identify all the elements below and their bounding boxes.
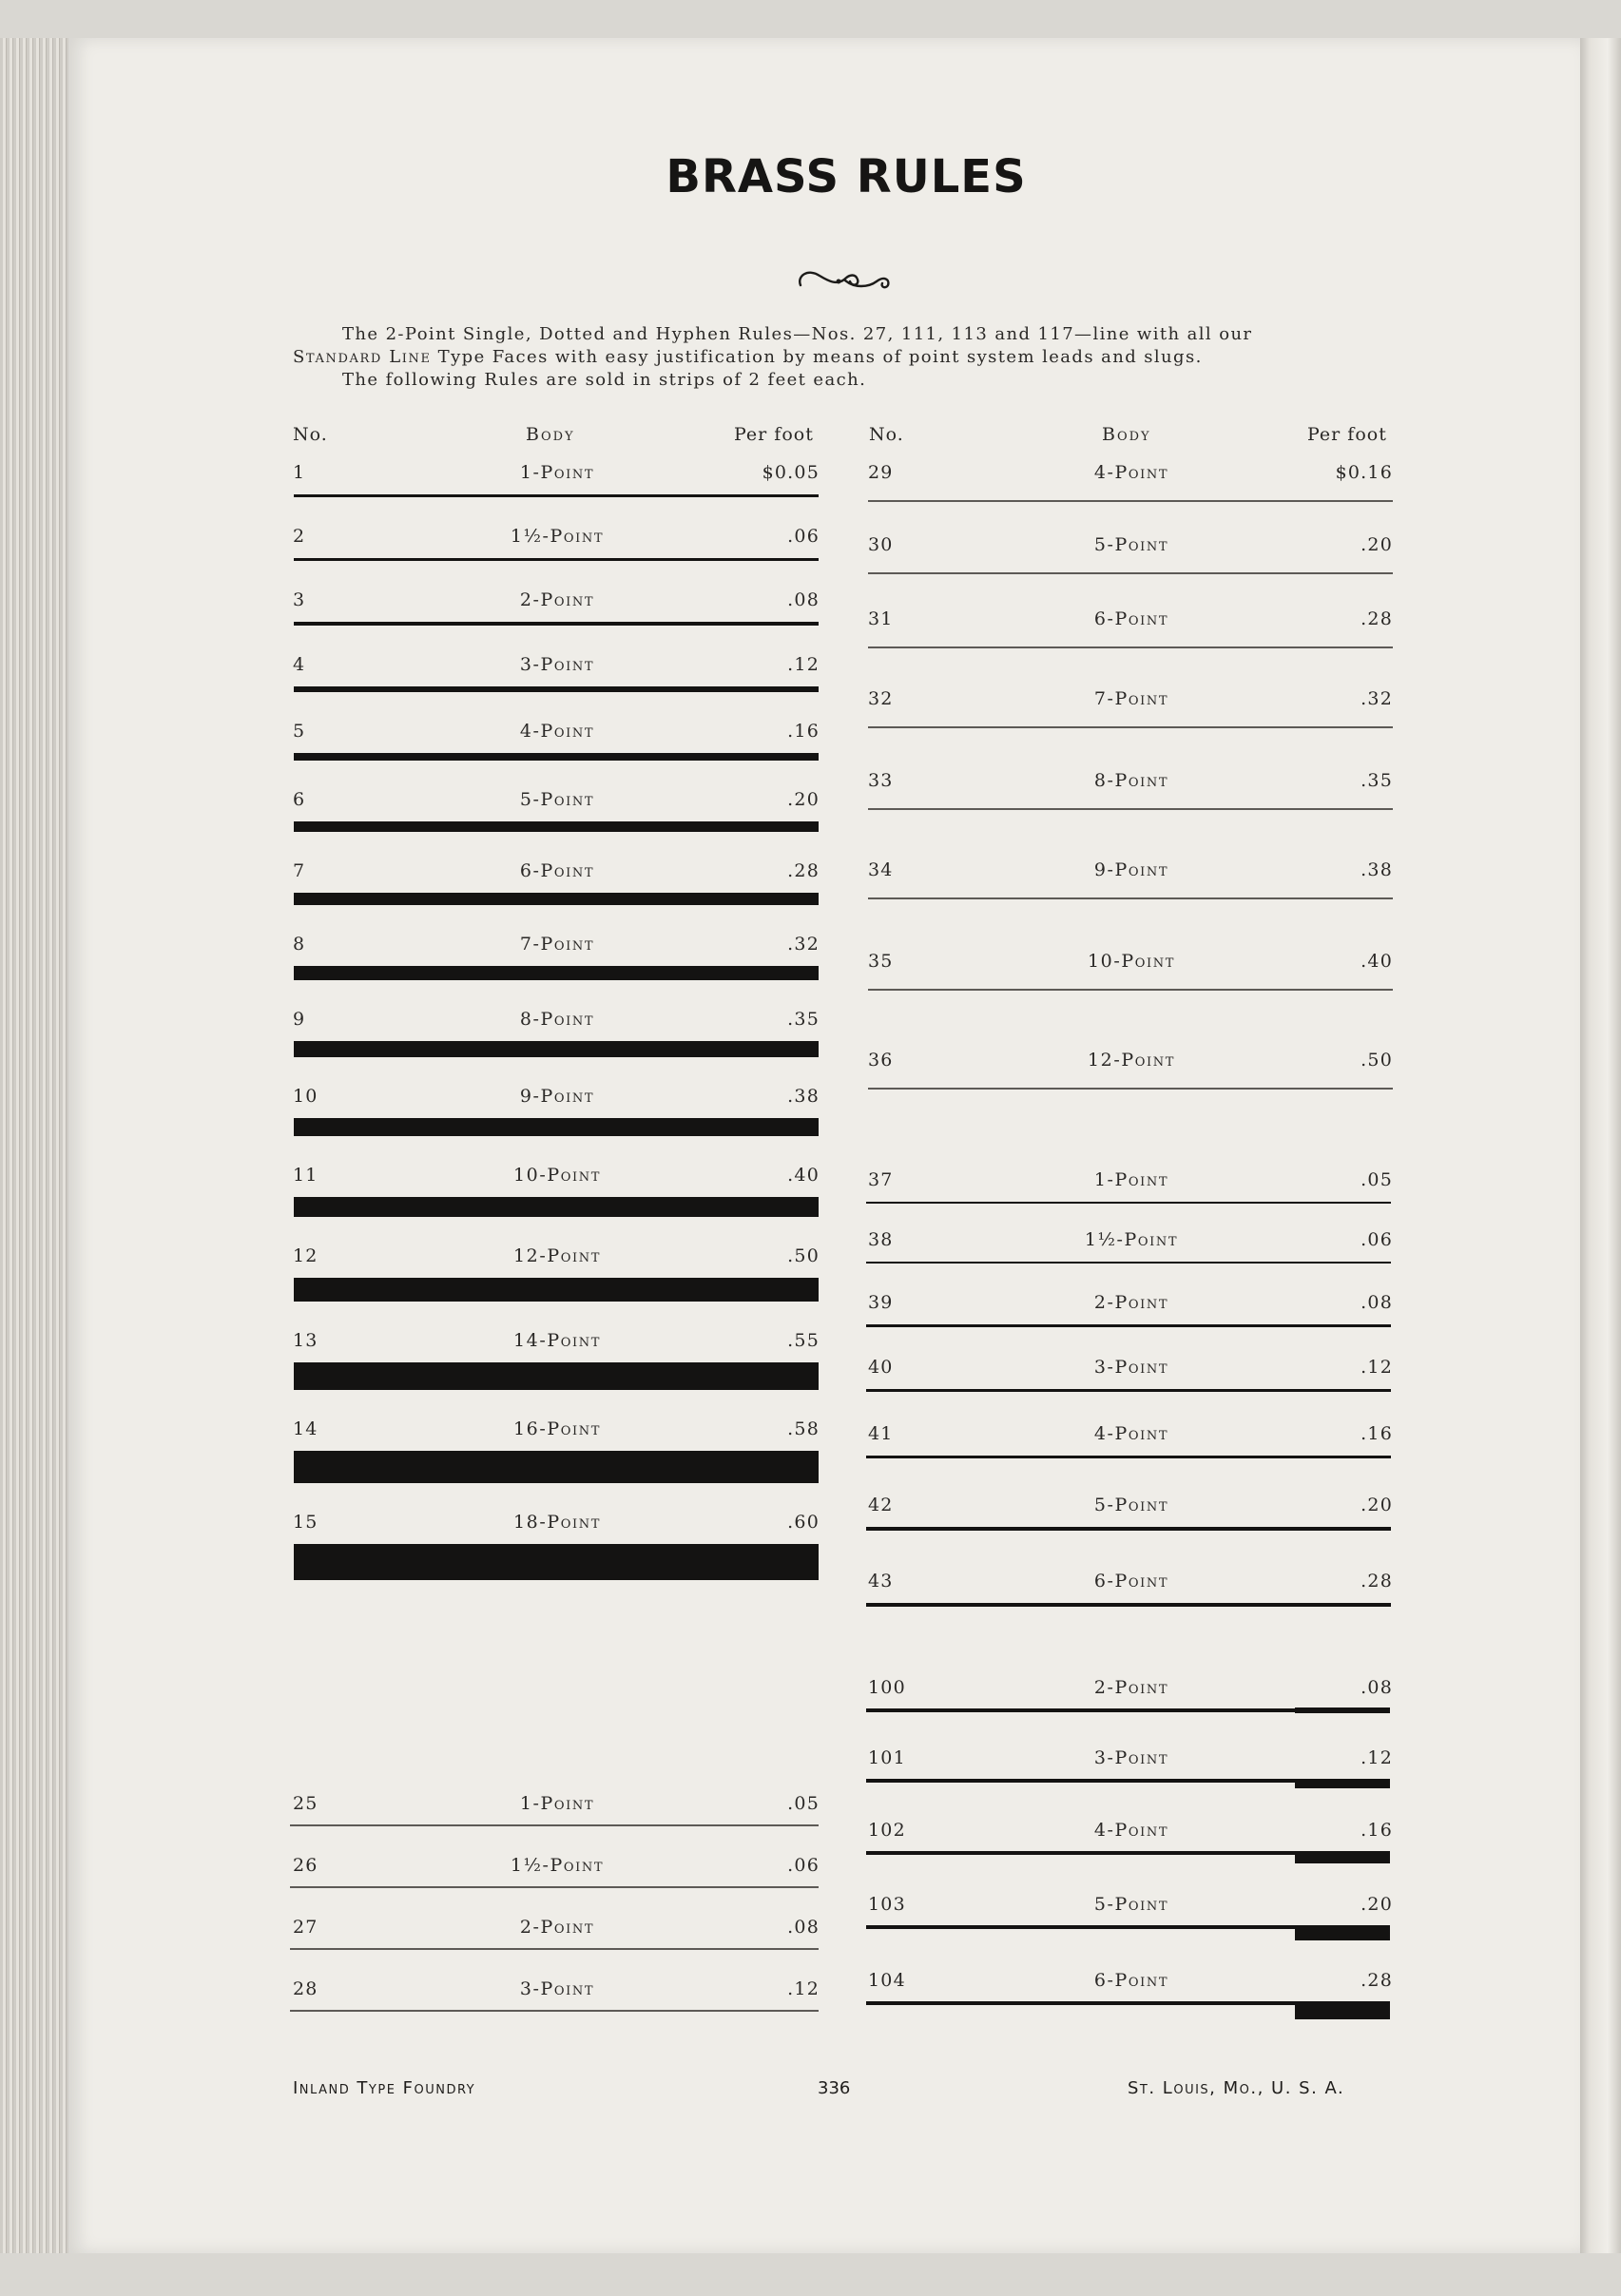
rule-body-size: 4-Point bbox=[519, 721, 595, 742]
rule-tab-block bbox=[1295, 2001, 1390, 2019]
rule-body-size: 5-Point bbox=[1093, 1495, 1169, 1515]
header-no: No. bbox=[869, 424, 904, 445]
rule-body-size: 1-Point bbox=[519, 1793, 595, 1814]
rule-sample-bar bbox=[866, 1851, 1296, 1855]
rule-body-size: 5-Point bbox=[1093, 1894, 1169, 1915]
rule-body-size: 1½-Point bbox=[510, 1855, 605, 1876]
standard-line-term: Standard Line bbox=[293, 347, 432, 367]
page-title: BRASS RULES bbox=[666, 150, 1027, 203]
rule-sample-bar bbox=[866, 1202, 1391, 1204]
header-no: No. bbox=[293, 424, 328, 445]
rule-number: 103 bbox=[868, 1894, 906, 1915]
rule-price: .35 bbox=[787, 1009, 820, 1030]
rule-price: .08 bbox=[787, 589, 820, 610]
rule-body-size: 7-Point bbox=[1093, 688, 1169, 709]
rule-number: 32 bbox=[868, 688, 894, 709]
rule-tab-block bbox=[1295, 1851, 1390, 1863]
footer-location-text: St. Louis, Mo., U. S. A. bbox=[1128, 2078, 1345, 2098]
rule-body-size: 1-Point bbox=[1093, 1169, 1169, 1190]
rule-price: .08 bbox=[787, 1917, 820, 1938]
rule-number: 13 bbox=[293, 1330, 318, 1351]
rule-body-size: 4-Point bbox=[1093, 1423, 1169, 1444]
rule-number: 35 bbox=[868, 951, 894, 972]
rule-sample-bar bbox=[866, 1324, 1391, 1327]
intro-line-1: The 2-Point Single, Dotted and Hyphen Rules—Nos. 27, 111, 113 and 117—line with all our bbox=[342, 324, 1253, 344]
separator-line bbox=[868, 572, 1393, 574]
rule-number: 36 bbox=[868, 1050, 894, 1071]
rule-number: 42 bbox=[868, 1495, 894, 1515]
rule-body-size: 12-Point bbox=[512, 1245, 602, 1266]
rule-sample-bar bbox=[866, 1527, 1391, 1531]
rule-price: .40 bbox=[1360, 951, 1393, 972]
rule-price: .35 bbox=[1360, 770, 1393, 791]
rule-number: 38 bbox=[868, 1229, 894, 1250]
rule-body-size: 16-Point bbox=[512, 1418, 602, 1439]
rule-price: .20 bbox=[787, 789, 820, 810]
rule-number: 15 bbox=[293, 1512, 318, 1533]
rule-number: 4 bbox=[293, 654, 306, 675]
rule-price: .28 bbox=[1360, 1571, 1393, 1592]
rule-price: .16 bbox=[1360, 1423, 1393, 1444]
rule-body-size: 8-Point bbox=[519, 1009, 595, 1030]
rule-body-size: 3-Point bbox=[519, 1978, 595, 1999]
rule-price: .20 bbox=[1360, 534, 1393, 555]
rule-number: 41 bbox=[868, 1423, 894, 1444]
rule-price: .50 bbox=[787, 1245, 820, 1266]
rule-sample-bar bbox=[294, 753, 819, 761]
rule-price: $0.16 bbox=[1335, 462, 1393, 483]
rule-number: 9 bbox=[293, 1009, 306, 1030]
rule-number: 3 bbox=[293, 589, 306, 610]
rule-body-size: 10-Point bbox=[512, 1165, 602, 1186]
separator-line bbox=[868, 1088, 1393, 1090]
rule-sample-bar bbox=[294, 1362, 819, 1390]
rule-sample-bar bbox=[294, 1197, 819, 1217]
footer-foundry-text: Inland Type Foundry bbox=[293, 2078, 476, 2098]
rule-sample-bar bbox=[294, 622, 819, 626]
separator-line bbox=[868, 646, 1393, 648]
header-per-foot: Per foot bbox=[734, 424, 814, 445]
rule-price: .28 bbox=[1360, 1970, 1393, 1991]
rule-number: 104 bbox=[868, 1970, 906, 1991]
rule-body-size: 9-Point bbox=[519, 1086, 595, 1107]
rule-sample-bar bbox=[294, 821, 819, 832]
rule-number: 29 bbox=[868, 462, 894, 483]
rule-number: 25 bbox=[293, 1793, 318, 1814]
rule-body-size: 8-Point bbox=[1093, 770, 1169, 791]
rule-sample-bar bbox=[866, 2001, 1296, 2005]
rule-number: 6 bbox=[293, 789, 306, 810]
rule-number: 14 bbox=[293, 1418, 318, 1439]
rule-body-size: 2-Point bbox=[519, 589, 595, 610]
rule-price: .06 bbox=[1360, 1229, 1393, 1250]
rule-price: .06 bbox=[787, 526, 820, 547]
rule-number: 12 bbox=[293, 1245, 318, 1266]
rule-sample-bar bbox=[866, 1708, 1296, 1712]
rule-number: 101 bbox=[868, 1747, 906, 1768]
footer-foundry bbox=[293, 2078, 475, 2098]
rule-body-size: 18-Point bbox=[512, 1512, 602, 1533]
rule-body-size: 6-Point bbox=[1093, 1571, 1169, 1592]
rule-tab-block bbox=[1295, 1925, 1390, 1940]
rule-number: 7 bbox=[293, 860, 306, 881]
rule-price: .50 bbox=[1360, 1050, 1393, 1071]
rule-body-size: 2-Point bbox=[1093, 1292, 1169, 1313]
rule-tab-block bbox=[1295, 1708, 1390, 1713]
rule-price: .05 bbox=[787, 1793, 820, 1814]
header-body: Body bbox=[1102, 424, 1151, 445]
footer-page-number: 336 bbox=[818, 2078, 851, 2098]
intro-line-3: The following Rules are sold in strips of 2 feet each. bbox=[342, 370, 867, 390]
separator-line bbox=[290, 1948, 819, 1950]
rule-body-size: 6-Point bbox=[1093, 608, 1169, 629]
rule-sample-bar bbox=[866, 1603, 1391, 1607]
rule-sample-bar bbox=[294, 1451, 819, 1483]
rule-number: 31 bbox=[868, 608, 894, 629]
rule-body-size: 3-Point bbox=[1093, 1747, 1169, 1768]
rule-number: 8 bbox=[293, 934, 306, 955]
rule-sample-bar bbox=[294, 1041, 819, 1057]
separator-line bbox=[868, 897, 1393, 899]
rule-body-size: 10-Point bbox=[1087, 951, 1176, 972]
rule-price: .32 bbox=[787, 934, 820, 955]
rule-tab-block bbox=[1295, 1779, 1390, 1788]
rule-body-size: 1½-Point bbox=[510, 526, 605, 547]
rule-sample-bar bbox=[294, 1118, 819, 1136]
rule-price: .06 bbox=[787, 1855, 820, 1876]
separator-line bbox=[868, 500, 1393, 502]
rule-body-size: 9-Point bbox=[1093, 859, 1169, 880]
rule-number: 102 bbox=[868, 1820, 906, 1841]
rule-body-size: 5-Point bbox=[519, 789, 595, 810]
rule-sample-bar bbox=[294, 1278, 819, 1302]
rule-number: 2 bbox=[293, 526, 306, 547]
rule-price: .16 bbox=[1360, 1820, 1393, 1841]
rule-number: 43 bbox=[868, 1571, 894, 1592]
rule-sample-bar bbox=[294, 966, 819, 980]
separator-line bbox=[290, 1824, 819, 1826]
rule-number: 5 bbox=[293, 721, 306, 742]
rule-body-size: 2-Point bbox=[519, 1917, 595, 1938]
rule-price: .55 bbox=[787, 1330, 820, 1351]
intro-line-2-rest: Type Faces with easy justification by means of point system leads and slugs. bbox=[431, 347, 1203, 367]
rule-sample-bar bbox=[294, 494, 819, 497]
rule-body-size: 1-Point bbox=[519, 462, 595, 483]
rule-price: .20 bbox=[1360, 1894, 1393, 1915]
rule-number: 40 bbox=[868, 1357, 894, 1378]
rule-number: 26 bbox=[293, 1855, 318, 1876]
rule-price: .16 bbox=[787, 721, 820, 742]
rule-number: 33 bbox=[868, 770, 894, 791]
separator-line bbox=[290, 2010, 819, 2012]
rule-body-size: 5-Point bbox=[1093, 534, 1169, 555]
header-per-foot: Per foot bbox=[1307, 424, 1387, 445]
rule-body-size: 3-Point bbox=[519, 654, 595, 675]
rule-number: 37 bbox=[868, 1169, 894, 1190]
rule-price: .12 bbox=[787, 1978, 820, 1999]
rule-number: 30 bbox=[868, 534, 894, 555]
rule-body-size: 1½-Point bbox=[1084, 1229, 1179, 1250]
rule-number: 11 bbox=[293, 1165, 318, 1186]
rule-body-size: 3-Point bbox=[1093, 1357, 1169, 1378]
rule-sample-bar bbox=[866, 1925, 1296, 1929]
rule-price: .12 bbox=[1360, 1747, 1393, 1768]
rule-price: .20 bbox=[1360, 1495, 1393, 1515]
rule-price: .58 bbox=[787, 1418, 820, 1439]
rule-sample-bar bbox=[294, 558, 819, 561]
rule-price: .12 bbox=[787, 654, 820, 675]
rule-number: 28 bbox=[293, 1978, 318, 1999]
rule-sample-bar bbox=[294, 1544, 819, 1580]
rule-price: .38 bbox=[1360, 859, 1393, 880]
footer-location bbox=[1128, 2078, 1344, 2098]
rule-price: .38 bbox=[787, 1086, 820, 1107]
rule-price: .12 bbox=[1360, 1357, 1393, 1378]
rule-number: 34 bbox=[868, 859, 894, 880]
rule-number: 27 bbox=[293, 1917, 318, 1938]
rule-price: .08 bbox=[1360, 1677, 1393, 1698]
rule-price: $0.05 bbox=[762, 462, 820, 483]
rule-body-size: 7-Point bbox=[519, 934, 595, 955]
rule-number: 39 bbox=[868, 1292, 894, 1313]
separator-line bbox=[868, 808, 1393, 810]
separator-line bbox=[868, 989, 1393, 991]
rule-body-size: 12-Point bbox=[1087, 1050, 1176, 1071]
rule-sample-bar bbox=[866, 1779, 1296, 1783]
rule-price: .08 bbox=[1360, 1292, 1393, 1313]
rule-price: .60 bbox=[787, 1512, 820, 1533]
header-body: Body bbox=[526, 424, 575, 445]
rule-sample-bar bbox=[866, 1262, 1391, 1264]
rule-number: 100 bbox=[868, 1677, 906, 1698]
rule-price: .05 bbox=[1360, 1169, 1393, 1190]
rule-sample-bar bbox=[866, 1456, 1391, 1458]
rule-body-size: 4-Point bbox=[1093, 462, 1169, 483]
separator-line bbox=[868, 726, 1393, 728]
rule-price: .28 bbox=[787, 860, 820, 881]
rule-body-size: 4-Point bbox=[1093, 1820, 1169, 1841]
rule-body-size: 14-Point bbox=[512, 1330, 602, 1351]
rule-number: 10 bbox=[293, 1086, 318, 1107]
rule-price: .28 bbox=[1360, 608, 1393, 629]
rule-body-size: 2-Point bbox=[1093, 1677, 1169, 1698]
rule-price: .32 bbox=[1360, 688, 1393, 709]
rule-sample-bar bbox=[294, 893, 819, 905]
rule-number: 1 bbox=[293, 462, 306, 483]
rule-body-size: 6-Point bbox=[519, 860, 595, 881]
rule-body-size: 6-Point bbox=[1093, 1970, 1169, 1991]
rule-sample-bar bbox=[866, 1389, 1391, 1392]
separator-line bbox=[290, 1886, 819, 1888]
rule-price: .40 bbox=[787, 1165, 820, 1186]
rule-sample-bar bbox=[294, 686, 819, 692]
